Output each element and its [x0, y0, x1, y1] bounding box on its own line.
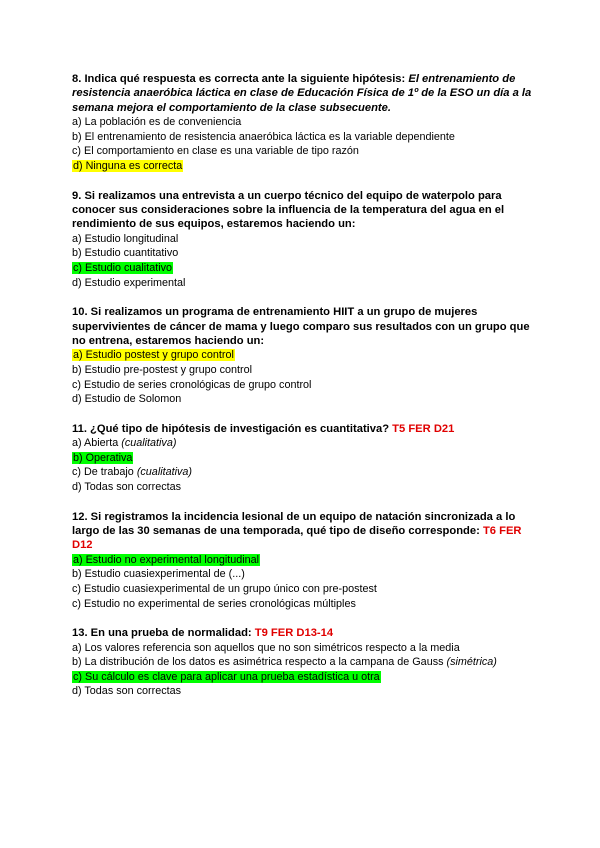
option-note: (cualitativa) [121, 437, 177, 450]
option-b [72, 567, 542, 582]
option-text-highlighted: c) Estudio cualitativo [73, 262, 173, 274]
option-a [72, 115, 542, 130]
reference-tag: T6 FER D12 [72, 524, 522, 552]
question-stem [72, 189, 542, 232]
reference-tag: T9 FER D13-14 [254, 627, 334, 640]
option-text: a) Estudio longitudinal [72, 232, 179, 245]
option-d [72, 684, 542, 699]
option-text: c) Estudio cuasiexperimental de un grupo único con pre-postest [72, 582, 377, 595]
stem-text: 11. ¿Qué tipo de hipótesis de investigación es cuantitativa? [72, 422, 393, 435]
option-a [72, 232, 542, 247]
option-text: d) Estudio experimental [72, 276, 186, 289]
option-note: (simétrica) [446, 656, 497, 669]
option-text-highlighted: d) Ninguna es correcta [73, 160, 183, 172]
question-stem [72, 510, 542, 553]
stem-text: 10. Si realizamos un programa de entrenamiento HIIT a un grupo de mujeres supervivientes de cáncer de mama y luego comparo sus resultados con un grupo que no entrena, estaremos haciendo un: [72, 306, 530, 347]
option-text: d) Todas son correctas [72, 685, 182, 698]
option-text: a) Los valores referencia son aquellos que no son simétricos respecto a la media [72, 641, 460, 654]
question-11 [72, 422, 542, 495]
option-text-highlighted: b) Operativa [73, 451, 133, 464]
option-a [72, 641, 542, 656]
option-text: b) La distribución de los datos es asimétrica respecto a la campana de Gauss [72, 656, 447, 669]
question-8 [72, 72, 542, 174]
option-b [72, 130, 542, 145]
question-9 [72, 189, 542, 291]
option-a [72, 348, 542, 363]
option-c [72, 465, 542, 480]
option-b [72, 246, 542, 261]
option-text-highlighted: c) Su cálculo es clave para aplicar una prueba estadística u otra [73, 670, 380, 683]
option-text: c) El comportamiento en clase es una variable de tipo razón [72, 145, 359, 158]
option-text-highlighted: a) Estudio no experimental longitudinal [73, 553, 260, 566]
question-stem [72, 72, 542, 115]
option-c [72, 582, 542, 597]
stem-text: 9. Si realizamos una entrevista a un cuerpo técnico del equipo de waterpolo para conocer sus consideraciones sobre la influencia de la temperatura del agua en el rendimiento de sus equipos, estaremos haciendo un: [72, 189, 505, 231]
option-text: d) Estudio de Solomon [72, 393, 182, 406]
option-note: (cualitativa) [136, 466, 193, 479]
reference-tag: T5 FER D21 [392, 422, 455, 435]
question-stem [72, 626, 542, 640]
option-b [72, 363, 542, 378]
option-d [72, 159, 542, 174]
option-text: a) La población es de conveniencia [72, 116, 242, 129]
option-text: b) Estudio pre-postest y grupo control [72, 364, 253, 376]
option-text: a) Abierta [72, 437, 122, 450]
option-d [72, 276, 542, 291]
option-c [72, 144, 542, 159]
option-c-2 [72, 597, 542, 612]
option-text: b) Estudio cuasiexperimental de (...) [72, 568, 245, 581]
option-c [72, 378, 542, 393]
question-13 [72, 626, 542, 699]
option-a [72, 553, 542, 568]
document-page [72, 72, 542, 714]
option-text: c) De trabajo [72, 466, 137, 479]
stem-text: 8. Indica qué respuesta es correcta ante la siguiente hipótesis: [72, 73, 409, 85]
option-text: c) Estudio no experimental de series cronológicas múltiples [72, 597, 356, 610]
option-text: b) Estudio cuantitativo [72, 247, 179, 260]
option-text: d) Todas son correctas [72, 480, 182, 493]
option-text: b) El entrenamiento de resistencia anaeróbica láctica es la variable dependiente [72, 130, 455, 143]
option-text: c) Estudio de series cronológicas de grupo control [72, 378, 312, 391]
stem-text: 12. Si registramos la incidencia lesional de un equipo de natación sincronizada a lo largo de las 30 semanas de una temporada, qué tipo de diseño corresponde: [72, 510, 516, 537]
option-c [72, 670, 542, 685]
stem-text: 13. En una prueba de normalidad: [72, 627, 255, 640]
option-b [72, 451, 542, 466]
option-text-highlighted: a) Estudio postest y grupo control [73, 349, 234, 362]
option-d [72, 480, 542, 495]
option-c [72, 261, 542, 276]
option-a [72, 436, 542, 451]
question-stem [72, 305, 542, 348]
option-b [72, 655, 542, 670]
option-d [72, 392, 542, 407]
question-stem [72, 422, 542, 436]
question-10 [72, 305, 542, 407]
question-12 [72, 510, 542, 612]
hypothesis-text: El entrenamiento de resistencia anaeróbica láctica en clase de Educación Física de 1º de la ESO un día a la semana mejora el comportamiento de la clase subsecuente. [72, 73, 532, 114]
